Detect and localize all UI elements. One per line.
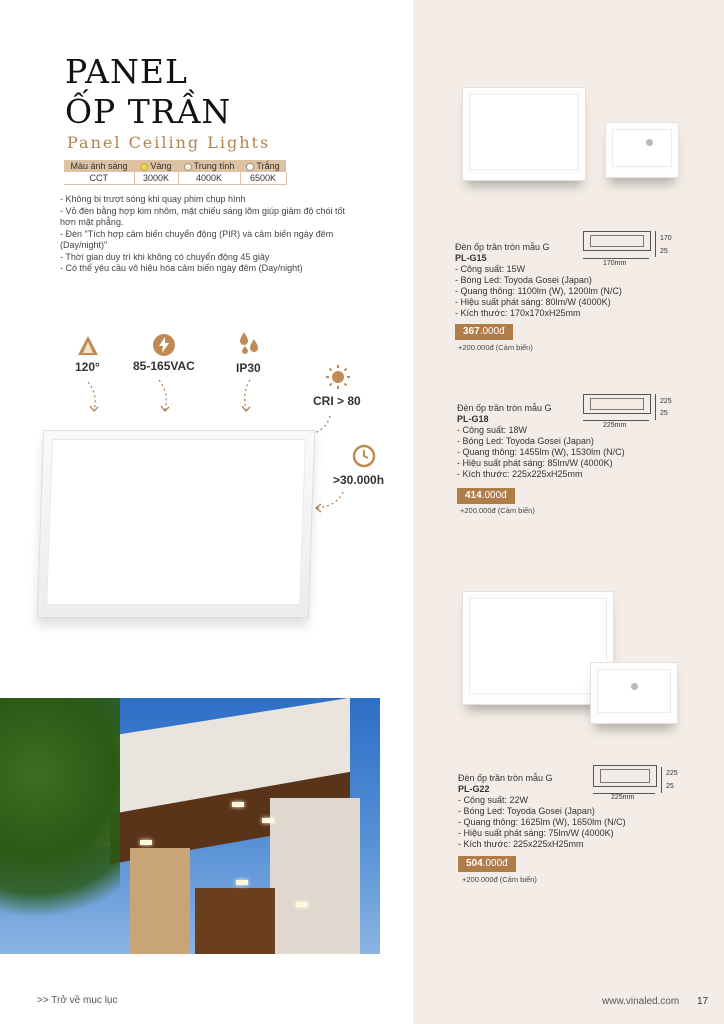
page-title-line1: PANEL — [65, 52, 188, 91]
feature-list — [60, 194, 350, 275]
product-name: Đèn ốp trần tròn mẫu G — [457, 403, 552, 413]
spec-line: - Quang thông: 1100lm (W), 1200lm (N/C) — [455, 286, 622, 296]
sun-icon — [325, 364, 351, 395]
dimension-depth: 225 — [666, 770, 678, 777]
cct-head-cool: Trắng — [240, 160, 286, 172]
website-url[interactable]: www.vinaled.com — [602, 996, 680, 1007]
spec-line: - Kích thước: 225x225xH25mm — [457, 469, 583, 479]
sensor-price-note: +200.000đ (Cảm biến) — [458, 343, 533, 352]
spec-line: - Bóng Led: Toyoda Gosei (Japan) — [455, 275, 592, 285]
spec-line: - Hiệu suất phát sáng: 75lm/W (4000K) — [458, 828, 614, 838]
lifetime-label: >30.000h — [333, 473, 385, 487]
page-title-line2: ỐP TRẦN — [65, 92, 232, 131]
building-stone-column — [130, 848, 190, 954]
dimension-depth: 170 — [660, 235, 672, 242]
product-model: PL-G18 — [457, 414, 489, 424]
cct-row-cool: 6500K — [240, 172, 286, 185]
feature-item: - Có thể yêu cầu vô hiệu hóa cảm biến ngày đêm (Day/night) — [60, 263, 303, 273]
price-badge: 367.000đ — [455, 324, 513, 340]
building-photo — [0, 698, 380, 954]
product-name: Đèn ốp trần tròn mẫu G — [458, 773, 553, 783]
price-badge: 414.000đ — [457, 488, 515, 504]
product-name: Đèn ốp trần tròn mẫu G — [455, 242, 550, 252]
voltage-icon — [152, 333, 176, 362]
ip-rating-label: IP30 — [236, 361, 261, 375]
dimension-width: 225mm — [611, 794, 635, 801]
cct-head-label: Màu ánh sáng — [64, 160, 134, 172]
building-side-wall — [270, 798, 360, 954]
tree-foliage — [0, 698, 120, 954]
cct-row-label: CCT — [64, 172, 134, 185]
dotted-arrow-icon — [84, 380, 104, 414]
spec-line: - Bóng Led: Toyoda Gosei (Japan) — [457, 436, 594, 446]
sensor-price-note: +200.000đ (Cảm biến) — [460, 506, 535, 515]
voltage-label: 85-165VAC — [133, 359, 195, 373]
product-model: PL-G15 — [455, 253, 487, 263]
ceiling-light-spot — [296, 902, 308, 907]
ceiling-light-spot — [140, 840, 152, 845]
panel-light-surface — [46, 439, 306, 605]
product-spec-pl-g22 — [458, 773, 626, 850]
page-number: 17 — [697, 996, 709, 1007]
cct-head-neutral: Trung tính — [178, 160, 240, 172]
dimension-width: 170mm — [603, 260, 627, 267]
dimension-width: 225mm — [603, 422, 627, 429]
water-drop-icon — [236, 330, 262, 361]
cct-head-warm: Vàng — [134, 160, 178, 172]
feature-item: - Thời gian duy trì khi không có chuyển động 45 giây — [60, 251, 270, 262]
feature-item: - Không bị trượt sóng khi quay phim chụp hình — [60, 194, 246, 204]
dimension-depth: 225 — [660, 398, 672, 405]
building-door — [195, 888, 275, 954]
ceiling-light-spot — [262, 818, 274, 823]
beam-angle-label: 120° — [75, 360, 100, 374]
ceiling-light-spot — [232, 802, 244, 807]
spec-line: - Hiệu suất phát sáng: 80lm/W (4000K) — [455, 297, 611, 307]
beam-angle-icon — [76, 335, 100, 362]
product-model: PL-G22 — [458, 784, 490, 794]
cct-table — [64, 160, 287, 185]
spec-line: - Hiệu suất phát sáng: 85lm/W (4000K) — [457, 458, 613, 468]
neutral-dot-icon — [184, 163, 192, 171]
spec-line: - Kích thước: 225x225xH25mm — [458, 839, 584, 849]
sensor-icon — [631, 683, 638, 690]
spec-line: - Công suất: 22W — [458, 795, 529, 805]
product-image-pl-g15-sensor — [605, 122, 679, 178]
ceiling-light-spot — [236, 880, 248, 885]
dotted-arrow-icon — [313, 490, 347, 514]
product-spec-pl-g18 — [457, 403, 625, 480]
spec-line: - Kích thước: 170x170xH25mm — [455, 308, 581, 318]
dimension-height: 25 — [666, 783, 674, 790]
product-image-pl-g22-sensor — [590, 662, 678, 724]
cct-row-neutral: 4000K — [178, 172, 240, 185]
spec-line: - Quang thông: 1625lm (W), 1650lm (N/C) — [458, 817, 626, 827]
spec-line: - Bóng Led: Toyoda Gosei (Japan) — [458, 806, 595, 816]
price-badge: 504.000đ — [458, 856, 516, 872]
clock-icon — [352, 444, 376, 473]
dotted-arrow-icon — [155, 378, 175, 414]
spec-line: - Công suất: 15W — [455, 264, 526, 274]
spec-line: - Quang thông: 1455lm (W), 1530lm (N/C) — [457, 447, 625, 457]
cool-dot-icon — [246, 163, 254, 171]
cri-label: CRI > 80 — [313, 394, 361, 408]
sensor-price-note: +200.000đ (Cảm biến) — [462, 875, 537, 884]
product-spec-pl-g15 — [455, 242, 622, 319]
dimension-height: 25 — [660, 248, 668, 255]
panel-light-image — [37, 430, 316, 618]
cct-row-warm: 3000K — [134, 172, 178, 185]
back-to-contents-link[interactable]: >> Trở về mục lục — [37, 995, 118, 1006]
sensor-icon — [646, 139, 653, 146]
spec-line: - Công suất: 18W — [457, 425, 528, 435]
warm-dot-icon — [140, 163, 148, 171]
feature-item: - Vỏ đèn bằng hợp kim nhôm, mặt chiếu sáng lõm giúp giảm độ chói tốt hơn mặt phẳng. — [60, 205, 346, 227]
product-image-pl-g15 — [462, 87, 586, 181]
page-subtitle: Panel Ceiling Lights — [67, 133, 271, 152]
dotted-arrow-icon — [238, 378, 258, 414]
feature-item: - Đèn "Tích hợp cảm biến chuyển động (PIR) và cảm biến ngày đêm (Day/night)" — [60, 228, 334, 250]
dimension-height: 25 — [660, 410, 668, 417]
